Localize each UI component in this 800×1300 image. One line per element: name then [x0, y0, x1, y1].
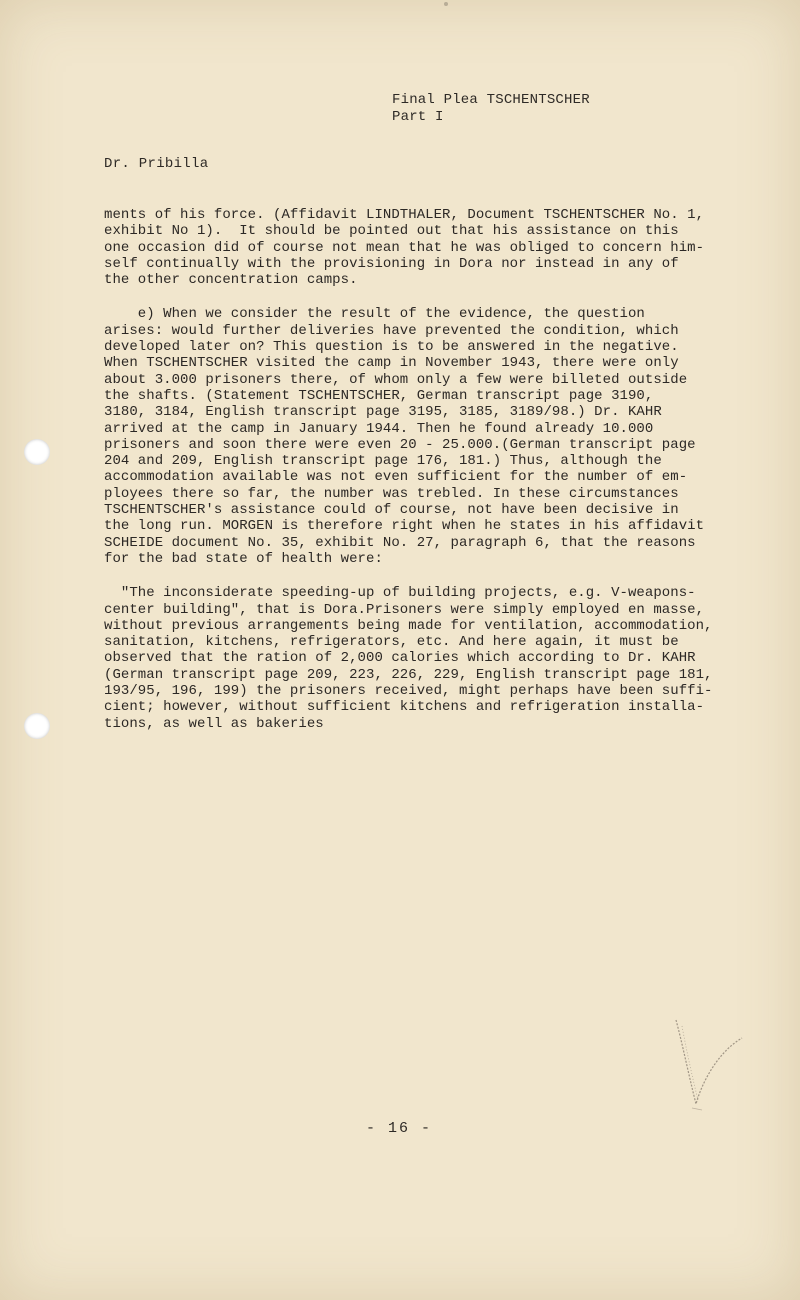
text-line: without previous arrangements being made for ventilation, accommodation,: [104, 617, 713, 634]
text-line: (German transcript page 209, 223, 226, 229, English transcript page 181,: [104, 666, 713, 683]
text-line: about 3.000 prisoners there, of whom only a few were billeted outside: [104, 371, 688, 388]
text-line: TSCHENTSCHER's assistance could of course, not have been decisive in: [104, 502, 679, 519]
text-line: 3180, 3184, English transcript page 3195, 3185, 3189/98.) Dr. KAHR: [104, 404, 662, 421]
punch-hole-bottom: [24, 713, 50, 739]
text-line: observed that the ration of 2,000 calories which according to Dr. KAHR: [104, 650, 696, 667]
text-line: cient; however, without sufficient kitchens and refrigeration installa-: [104, 699, 705, 716]
ink-mark: [440, 0, 452, 12]
text-line: arises: would further deliveries have prevented the condition, which: [104, 322, 679, 339]
punch-hole-top: [24, 439, 50, 465]
text-line: self continually with the provisioning in Dora nor instead in any of: [104, 255, 679, 272]
text-line: exhibit No 1). It should be pointed out that his assistance on this: [104, 223, 679, 240]
text-line: sanitation, kitchens, refrigerators, etc. And here again, it must be: [104, 634, 679, 651]
text-line: "The inconsiderate speeding-up of building projects, e.g. V-weapons-: [104, 585, 696, 602]
text-line: arrived at the camp in January 1944. Then he found already 10.000: [104, 420, 654, 437]
text-line: e) When we consider the result of the evidence, the question: [104, 306, 645, 323]
text-line: one occasion did of course not mean that he was obliged to concern him-: [104, 239, 705, 256]
counsel-name: Dr. Pribilla: [104, 156, 209, 172]
text-line: 204 and 209, English transcript page 176, 181.) Thus, although the: [104, 453, 662, 470]
text-line: prisoners and soon there were even 20 - 25.000.(German transcript page: [104, 436, 696, 453]
text-line: developed later on? This question is to be answered in the negative.: [104, 339, 679, 356]
document-body: [104, 207, 713, 732]
text-line: the long run. MORGEN is therefore right when he states in his affidavit: [104, 518, 705, 535]
page-number: - 16 -: [366, 1120, 433, 1137]
paragraph-continuation: [104, 207, 704, 288]
text-line: SCHEIDE document No. 35, exhibit No. 27, paragraph 6, that the reasons: [104, 534, 696, 551]
block-quote: [104, 585, 713, 732]
text-line: center building", that is Dora.Prisoners were simply employed en masse,: [104, 601, 705, 618]
text-line: accommodation available was not even sufficient for the number of em-: [104, 469, 688, 486]
paragraph-e: [104, 306, 704, 567]
text-line: ployees there so far, the number was trebled. In these circumstances: [104, 485, 679, 502]
text-line: the other concentration camps.: [104, 272, 358, 289]
text-line: ments of his force. (Affidavit LINDTHALER, Document TSCHENTSCHER No. 1,: [104, 207, 705, 223]
text-line: tions, as well as bakeries: [104, 715, 324, 732]
text-line: for the bad state of health were:: [104, 550, 383, 567]
text-line: 193/95, 196, 199) the prisoners received, might perhaps have been suffi-: [104, 683, 713, 700]
handwritten-mark: [662, 1012, 752, 1122]
text-line: the shafts. (Statement TSCHENTSCHER, German transcript page 3190,: [104, 387, 654, 404]
header-title: Final Plea TSCHENTSCHER: [392, 92, 590, 108]
text-line: When TSCHENTSCHER visited the camp in November 1943, there were only: [104, 355, 679, 372]
header-part: Part I: [392, 109, 444, 125]
document-header: [392, 92, 590, 126]
